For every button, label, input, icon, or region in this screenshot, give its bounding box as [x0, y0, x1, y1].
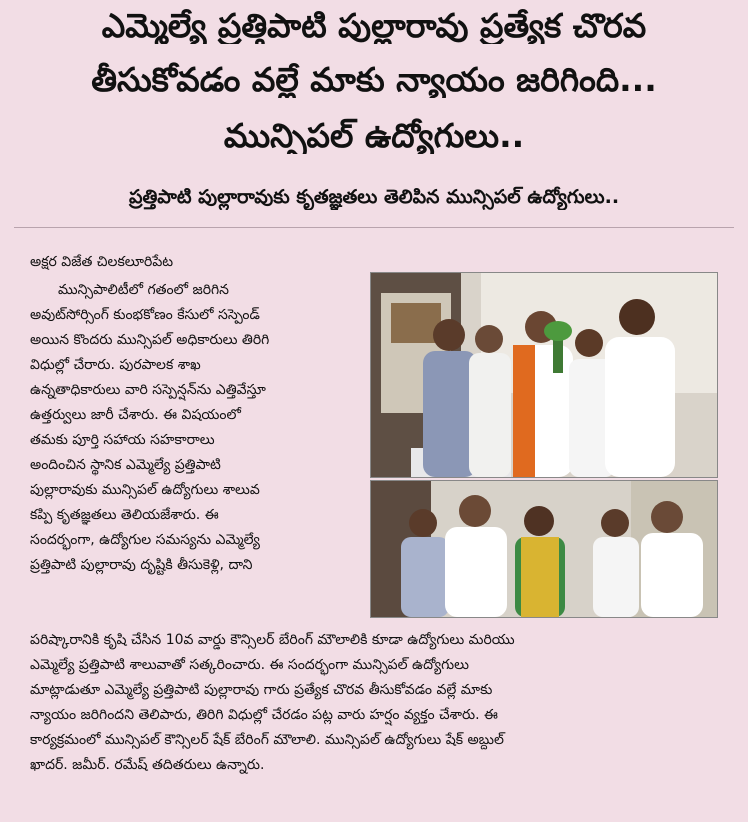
body-line: అవుట్‌సోర్సింగ్ కుంభకోణం కేసులో సస్పెండ్	[30, 307, 260, 323]
body-line: ఉన్నతాధికారులు వారి సస్పెన్షన్‌ను ఎత్తివేస్తూ	[30, 382, 266, 398]
headline-line-1: ఎమ్మెల్యే ప్రత్తిపాటి పుల్లారావు ప్రత్యేక చొరవ	[101, 8, 647, 44]
body-line: పుల్లారావుకు మున్సిపల్ ఉద్యోగులు శాలువ	[30, 482, 260, 498]
divider	[14, 227, 734, 228]
body-line: ప్రత్తిపాటి పుల్లారావు దృష్టికి తీసుకెళ్లి, దాని	[30, 557, 253, 573]
body-line: విధుల్లో చేరారు. పురపాలక శాఖ	[30, 357, 201, 373]
body-line: అయిన కొందరు మున్సిపల్ అధికారులు తిరిగి	[30, 332, 270, 348]
body-line: తమకు పూర్తి సహాయ సహకారాలు	[30, 432, 215, 448]
headline-line-3: మున్సిపల్ ఉద్యోగులు..	[223, 118, 525, 154]
photo-felicitation-2	[370, 480, 718, 618]
body-line: న్యాయం జరిగిందని తెలిపారు, తిరిగి విధుల్లో చేరడం పట్ల వారు హర్షం వ్యక్తం చేశారు. ఈ	[30, 707, 498, 723]
body-line: అందించిన స్థానిక ఎమ్మెల్యే ప్రత్తిపాటి	[30, 457, 221, 473]
body-line: ఖాదర్. జమీర్. రమేష్ తదితరులు ఉన్నారు.	[30, 757, 265, 773]
subheadline: ప్రత్తిపాటి పుల్లారావుకు కృతజ్ఞతలు తెలిపిన మున్సిపల్ ఉద్యోగులు..	[128, 186, 620, 208]
body-line: కప్పి కృతజ్ఞతలు తెలియజేశారు. ఈ	[30, 507, 219, 523]
body-line: కార్యక్రమంలో మున్సిపల్ కౌన్సిలర్ షేక్ బేరింగ్ మౌలాలి. మున్సిపల్ ఉద్యోగులు షేక్ అబ్దుల్	[30, 732, 504, 748]
photo-felicitation-1	[370, 272, 718, 478]
article-body-wide	[30, 628, 710, 778]
body-line: ఉత్తర్వులు జారీ చేశారు. ఈ విషయంలో	[30, 407, 241, 423]
body-line: మాట్లాడుతూ ఎమ్మెల్యే ప్రత్తిపాటి పుల్లారావు గారు ప్రత్యేక చొరవ తీసుకోవడం వల్లే మాకు	[30, 682, 493, 698]
article-body-narrow	[30, 278, 352, 578]
body-line: ఎమ్మెల్యే ప్రత్తిపాటి శాలువాతో సత్కరించారు. ఈ సందర్భంగా మున్సిపల్ ఉద్యోగులు	[30, 657, 469, 673]
dateline: అక్షర విజేత చిలకలూరిపేట	[30, 254, 174, 270]
headline-line-2: తీసుకోవడం వల్లే మాకు న్యాయం జరిగింది...	[91, 62, 657, 98]
body-line: పరిష్కారానికి కృషి చేసిన 10వ వార్డు కౌన్సిలర్ బేరింగ్ మౌలాలికి కూడా ఉద్యోగులు మరియు	[30, 632, 515, 648]
body-line: మున్సిపాలిటీలో గతంలో జరిగిన	[58, 282, 229, 298]
body-line: సందర్భంగా, ఉద్యోగుల సమస్యను ఎమ్మెల్యే	[30, 532, 260, 548]
